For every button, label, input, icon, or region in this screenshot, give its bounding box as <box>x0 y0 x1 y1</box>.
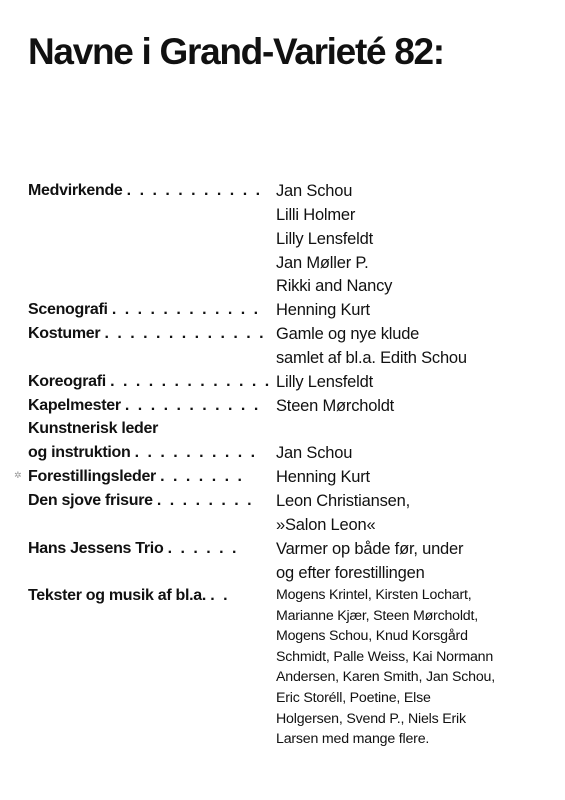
scan-speck: ✲ <box>14 470 22 480</box>
credit-value: Jan Møller P. <box>276 254 369 272</box>
credit-value: Lilly Lensfeldt <box>276 230 373 248</box>
credit-row-kapelmester <box>0 394 565 418</box>
credit-row-medvirkende-cont <box>0 274 565 298</box>
credit-value: Jan Schou <box>276 444 353 462</box>
credit-label: Scenografi . . . . . . . . . . . . <box>28 301 261 318</box>
credit-row-trio <box>0 537 565 561</box>
credit-row-koreografi <box>0 370 565 394</box>
list-item: Marianne Kjær, Steen Mørcholdt, <box>276 607 478 624</box>
list-item: Eric Storéll, Poetine, Else <box>276 689 431 706</box>
credit-label: Kapelmester . . . . . . . . . . . <box>28 397 261 414</box>
credit-value: Leon Christiansen, <box>276 492 410 510</box>
credit-value: Henning Kurt <box>276 301 370 319</box>
credit-row-forestillingsleder <box>0 465 565 489</box>
credit-row-frisure-cont <box>0 513 565 537</box>
credit-row-frisure <box>0 489 565 513</box>
credit-value: Jan Schou <box>276 182 353 200</box>
list-item: Holgersen, Svend P., Niels Erik <box>276 710 466 727</box>
credit-label: Den sjove frisure . . . . . . . . <box>28 492 254 509</box>
credit-value: Rikki and Nancy <box>276 277 393 295</box>
credit-row-trio-cont <box>0 561 565 585</box>
list-item: Andersen, Karen Smith, Jan Schou, <box>276 669 495 686</box>
credit-row-scenografi <box>0 298 565 322</box>
credit-row-medvirkende-cont <box>0 203 565 227</box>
credit-row-kunstnerisk-leder <box>0 417 565 441</box>
credit-value: Lilli Holmer <box>276 206 356 224</box>
credit-value: Gamle og nye klude <box>276 325 420 343</box>
credit-value: Varmer op både før, under <box>276 540 464 558</box>
credit-value: samlet af bl.a. Edith Schou <box>276 349 467 367</box>
page-title: Navne i Grand-Varieté 82: <box>28 31 444 72</box>
credit-label: Tekster og musik af bl.a. . . <box>28 587 230 604</box>
credit-label: Forestillingsleder . . . . . . . <box>28 468 244 485</box>
credit-value: Henning Kurt <box>276 468 370 486</box>
credit-row-medvirkende-cont <box>0 227 565 251</box>
credit-row-kostumer-cont <box>0 346 565 370</box>
credit-label: Hans Jessens Trio . . . . . . <box>28 540 239 557</box>
credit-label: Kostumer . . . . . . . . . . . . . <box>28 325 266 342</box>
credit-label: Koreografi . . . . . . . . . . . . . <box>28 373 272 390</box>
list-item: Schmidt, Palle Weiss, Kai Normann <box>276 648 494 665</box>
credit-label: Medvirkende . . . . . . . . . . . <box>28 182 263 199</box>
credit-row-instruktion <box>0 441 565 465</box>
lyrics-credits-list <box>276 585 495 750</box>
credit-value: Lilly Lensfeldt <box>276 373 373 391</box>
list-item: Mogens Schou, Knud Korsgård <box>276 628 468 645</box>
credit-label: Kunstnerisk leder <box>28 420 159 437</box>
list-item: Mogens Krintel, Kirsten Lochart, <box>276 587 472 603</box>
credit-row-kostumer <box>0 322 565 346</box>
credit-row-medvirkende <box>0 179 565 203</box>
credit-label: og instruktion . . . . . . . . . . <box>28 444 258 461</box>
credit-value: og efter forestillingen <box>276 564 425 582</box>
credit-value: »Salon Leon« <box>276 516 376 534</box>
credit-value: Steen Mørcholdt <box>276 397 395 415</box>
list-item: Larsen med mange flere. <box>276 731 430 748</box>
credit-row-medvirkende-cont <box>0 251 565 275</box>
